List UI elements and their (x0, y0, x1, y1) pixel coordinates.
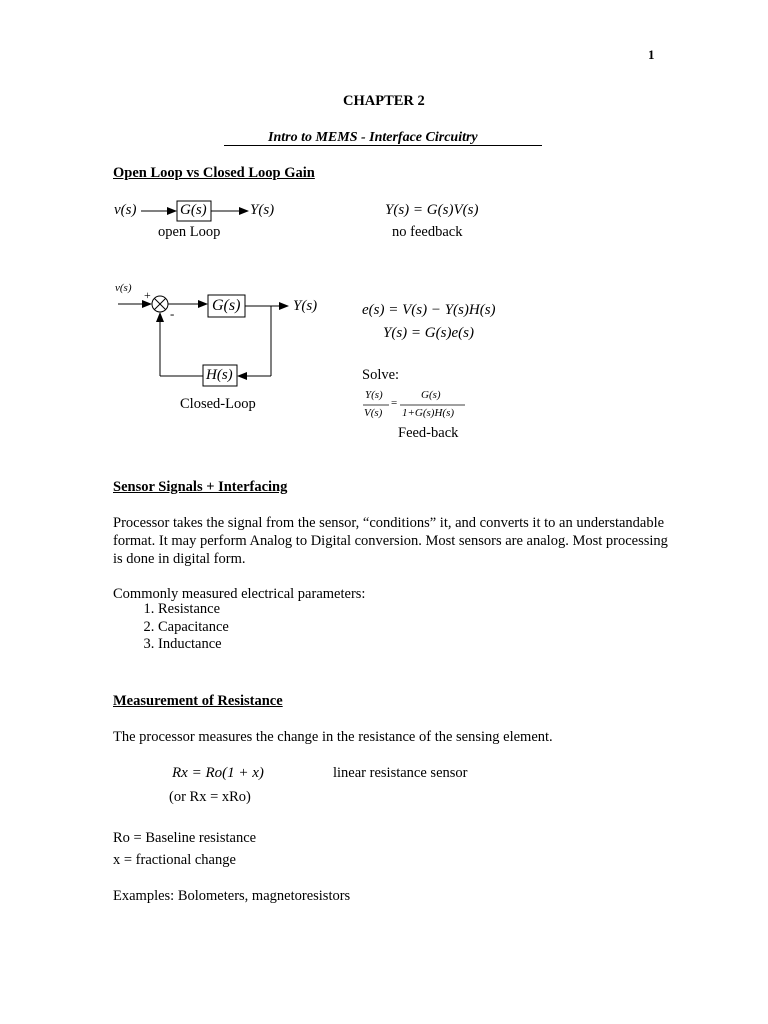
open-loop-equation-caption: no feedback (392, 224, 463, 240)
sensor-paragraph: Processor takes the signal from the sensor, “conditions” it, and converts it to an understandable format. It may perform Analog to Digital conversion. Most sensors are analog. Most processing is done in digital form. (113, 515, 668, 567)
open-loop-g-label: G(s) (180, 202, 207, 218)
section-heading-resistance: Measurement of Resistance (113, 693, 283, 709)
tf-equals: = (391, 397, 398, 409)
resistance-alt-equation: (or Rx = xRo) (169, 789, 251, 805)
closed-loop-output-label: Y(s) (293, 298, 318, 314)
section-heading-sensor-signals: Sensor Signals + Interfacing (113, 479, 288, 495)
plus-sign: + (144, 288, 151, 302)
open-loop-input-label: v(s) (114, 202, 137, 218)
tf-lhs-denominator: V(s) (364, 407, 383, 419)
closed-loop-input-label: v(s) (115, 282, 132, 294)
section-heading-open-closed-loop: Open Loop vs Closed Loop Gain (113, 165, 315, 181)
closed-loop-caption: Closed-Loop (180, 396, 256, 412)
closed-loop-output-equation: Y(s) = G(s)e(s) (383, 325, 474, 341)
open-loop-output-label: Y(s) (250, 202, 275, 218)
parameter-list (113, 601, 229, 654)
definition-ro: Ro = Baseline resistance (113, 830, 257, 846)
list-intro: Commonly measured electrical parameters: (113, 586, 366, 602)
list-item: 2. Capacitance (158, 619, 229, 637)
closed-loop-g-label: G(s) (212, 297, 241, 314)
tf-lhs-numerator: Y(s) (365, 389, 383, 401)
resistance-equation: Rx = Ro(1 + x) (172, 765, 264, 781)
list-item: 1. Resistance (158, 601, 229, 619)
closed-loop-error-equation: e(s) = V(s) − Y(s)H(s) (362, 302, 496, 318)
chapter-subtitle: Intro to MEMS - Interface Circuitry (268, 130, 478, 145)
tf-caption: Feed-back (398, 425, 459, 441)
minus-sign: - (170, 306, 175, 321)
page-number: 1 (648, 47, 655, 62)
tf-rhs-denominator: 1+G(s)H(s) (402, 407, 455, 419)
chapter-title: CHAPTER 2 (343, 93, 425, 109)
tf-rhs-numerator: G(s) (421, 389, 441, 401)
open-loop-caption: open Loop (158, 224, 221, 240)
list-item: 3. Inductance (158, 636, 229, 654)
solve-label: Solve: (362, 367, 400, 383)
closed-loop-h-label: H(s) (206, 367, 233, 383)
open-loop-equation: Y(s) = G(s)V(s) (385, 202, 479, 218)
definition-x: x = fractional change (113, 852, 236, 868)
resistance-equation-caption: linear resistance sensor (333, 765, 468, 781)
examples-line: Examples: Bolometers, magnetoresistors (113, 888, 351, 904)
resistance-paragraph: The processor measures the change in the resistance of the sensing element. (113, 729, 553, 745)
